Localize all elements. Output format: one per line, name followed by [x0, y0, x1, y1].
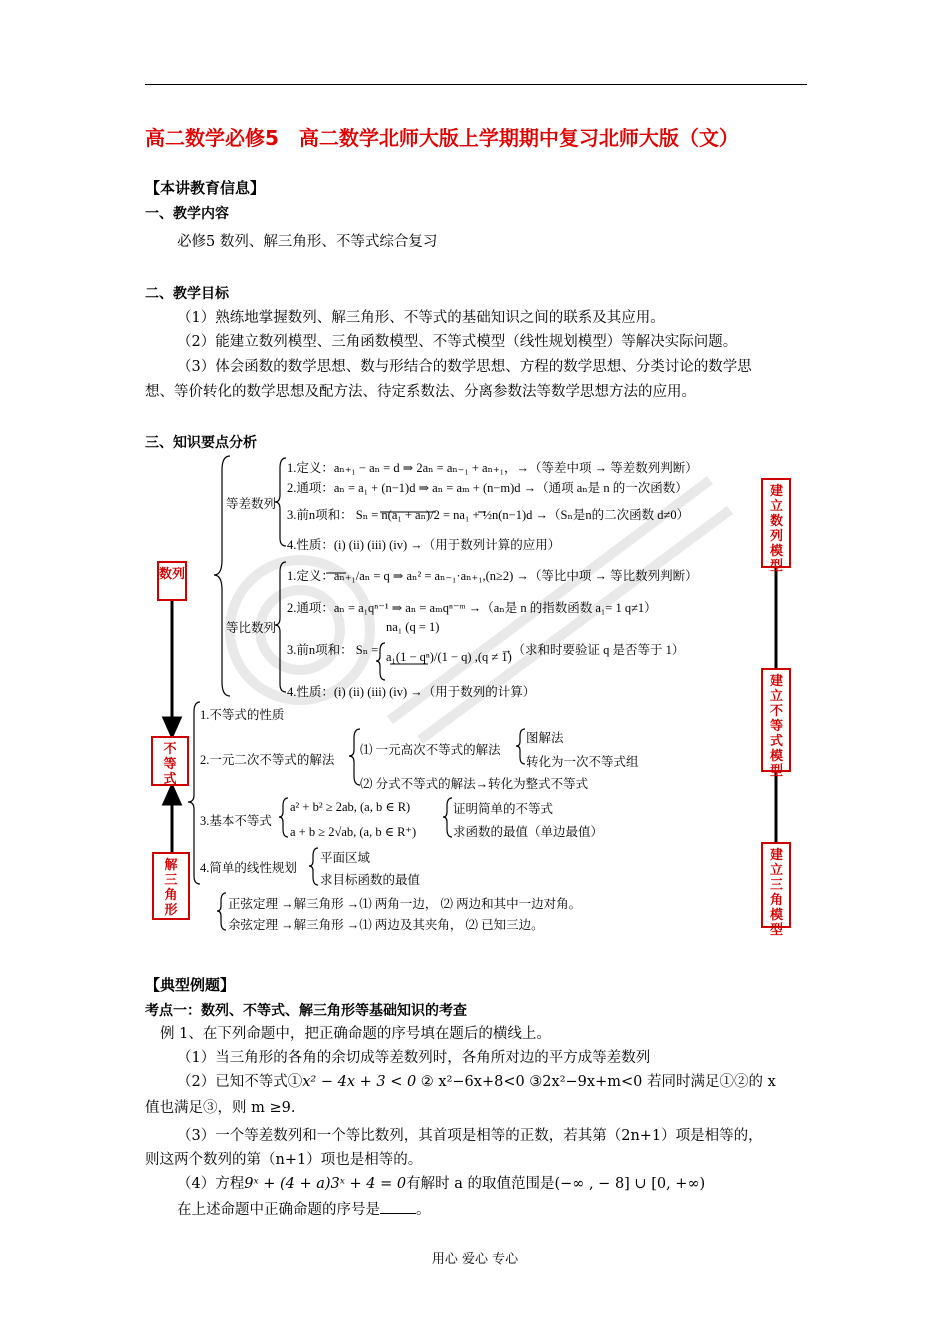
example-1-item-3: （3）一个等差数列和一个等比数列，其首项是相等的正数，若其第（2n+1）项是相等的，	[177, 1128, 763, 1144]
ineq-high-order: ⑴ 一元高次不等式的解法	[360, 743, 501, 757]
section-1-text: 必修5 数列、解三角形、不等式综合复习	[177, 234, 438, 250]
section-1-heading: 一、教学内容	[145, 206, 229, 222]
ineq-graph-method: 图解法	[526, 731, 564, 745]
section-2-heading: 二、教学目标	[145, 286, 229, 302]
geo-sum-case2: a₁(1 − qⁿ)/(1 − q) ,(q ≠ 1)	[386, 650, 512, 664]
ineq-linear-programming: 4.简单的线性规划	[200, 861, 297, 875]
ineq-fractional: ⑵ 分式不等式的解法→转化为整式不等式	[360, 777, 589, 791]
geo-sum-case1: na₁ (q = 1)	[386, 620, 440, 634]
geo-general: 2.通项：aₙ = a₁qⁿ⁻¹ ⇒ aₙ = aₘqⁿ⁻ᵐ →（aₙ是 n 的指数函数 a₁= 1 q≠1）	[287, 601, 657, 615]
box-model-triangle: 建立三角模型	[761, 842, 791, 928]
box-budengshi: 不等式	[151, 736, 189, 786]
ineq-region: 平面区域	[320, 851, 371, 865]
arith-def: 1.定义：aₙ₊₁ − aₙ = d ⇒ 2aₙ = aₙ₋₁ + aₙ₊₁，→（等差中项 → 等差数列判断）	[287, 461, 698, 475]
box-model-sequence: 建立数列模型	[761, 478, 791, 568]
objective-3-cont: 想、等价转化的数学思想及配方法、待定系数法、分离参数法等数学思想方法的应用。	[145, 384, 696, 400]
arith-props: 4.性质：(i) (ii) (iii) (iv) →（用于数列计算的应用）	[287, 538, 561, 552]
ineq-extremum: 求函数的最值（单边最值）	[453, 825, 604, 839]
example-1-item-3-cont: 则这两个数列的第（n+1）项也是相等的。	[145, 1152, 423, 1168]
example-1-intro: 例 1、在下列命题中，把正确命题的序号填在题后的横线上。	[160, 1026, 551, 1042]
example-1-answer-line: 在上述命题中正确命题的序号是 。	[177, 1202, 431, 1218]
box-shulie: 数列	[157, 561, 187, 601]
geo-sum-prefix: 3.前n项和： Sₙ =	[287, 643, 379, 657]
geo-props: 4.性质：(i) (ii) (iii) (iv) →（用于数列的计算）	[287, 685, 536, 699]
ineq-basic-1: a² + b² ≥ 2ab, (a, b ∈ R)	[290, 800, 411, 814]
ineq-properties: 1.不等式的性质	[200, 708, 285, 722]
geo-sum-note: →（求和时要验证 q 是否等于 1）	[500, 643, 685, 657]
example-1-item-4: （4）方程9ˣ + (4 + a)3ˣ + 4 = 0有解时 a 的取值范围是(−∞ , − 8] ∪ [0, +∞)	[177, 1176, 706, 1192]
objective-3: （3）体会函数的数学思想、数与形结合的数学思想、方程的数学思想、分类讨论的数学思	[177, 359, 752, 375]
key-point-1: 考点一：数列、不等式、解三角形等基础知识的考查	[145, 1003, 467, 1019]
ineq-prove: 证明简单的不等式	[453, 802, 554, 816]
sine-law: 正弦定理 →解三角形 →⑴ 两角一边， ⑵ 两边和其中一边对角。	[228, 897, 582, 911]
ineq-basic: 3.基本不等式	[200, 814, 272, 828]
example-1-item-2: （2）已知不等式①x² − 4x + 3 < 0 ② x²−6x+8<0 ③2x²−9x+m<0 若同时满足①②的 x	[177, 1074, 776, 1090]
objective-1: （1）熟练地掌握数列、解三角形、不等式的基础知识之间的联系及其应用。	[177, 310, 665, 326]
section-3-heading: 三、知识要点分析	[145, 435, 257, 451]
example-1-item-2-cont: 值也满足③，则 m ≥9.	[145, 1100, 296, 1116]
examples-heading: 【典型例题】	[145, 976, 236, 994]
info-heading: 【本讲教育信息】	[145, 179, 266, 197]
footer: 用心 爱心 专心	[431, 1252, 519, 1267]
ineq-basic-2: a + b ≥ 2√ab, (a, b ∈ R⁺)	[290, 825, 417, 839]
geo-def: 1.定义：aₙ₊₁/aₙ = q ⇒ aₙ² = aₙ₋₁·aₙ₊₁,(n≥2) →（等比中项 → 等比数列判断）	[287, 569, 698, 583]
arith-general: 2.通项：aₙ = a₁ + (n−1)d ⇒ aₙ = aₘ + (n−m)d →（通项 aₙ是 n 的一次函数）	[287, 481, 688, 495]
box-jiesanjiaoxing: 解三角形	[152, 852, 190, 920]
arith-sum: 3.前n项和： Sₙ = n(a₁ + aₙ)/2 = na₁ + ½n(n−1)d →（Sₙ是n的二次函数 d≠0）	[287, 508, 690, 522]
example-1-item-1: （1）当三角形的各角的余切成等差数列时，各角所对边的平方成等差数列	[177, 1050, 651, 1066]
objective-2: （2）能建立数列模型、三角函数模型、不等式模型（线性规划模型）等解决实际问题。	[177, 334, 738, 350]
answer-blank[interactable]	[380, 1213, 416, 1214]
arith-label: 等差数列	[226, 497, 277, 511]
geo-label: 等比数列	[226, 621, 277, 635]
box-model-inequality: 建立不等式模型	[761, 668, 791, 772]
ineq-objective: 求目标函数的最值	[320, 873, 421, 887]
ineq-linear-system: 转化为一次不等式组	[526, 755, 639, 769]
ineq-quadratic: 2.一元二次不等式的解法	[200, 753, 335, 767]
page-title: 高二数学必修5 高二数学北师大版上学期期中复习北师大版（文）	[145, 126, 739, 150]
cosine-law: 余弦定理 →解三角形 →⑴ 两边及其夹角， ⑵ 已知三边。	[228, 918, 544, 932]
